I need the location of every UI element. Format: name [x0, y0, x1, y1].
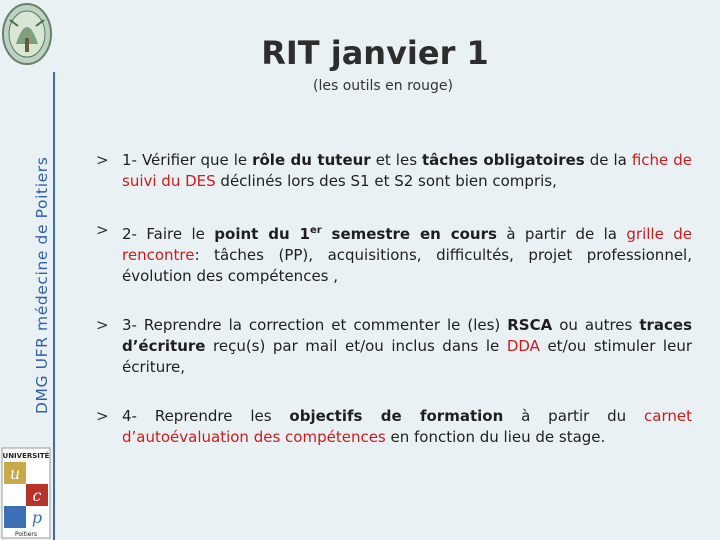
item-text: 4- Reprendre les	[122, 407, 290, 425]
svg-text:u: u	[9, 464, 21, 483]
bullet-arrow-icon: >	[96, 316, 109, 334]
item-emphasis-sup: er	[309, 225, 322, 236]
list-item-3	[96, 315, 692, 378]
tool-name: grille de rencontre	[122, 225, 692, 264]
university-logo	[0, 446, 52, 540]
bullet-arrow-icon: >	[96, 221, 109, 239]
page-subtitle: (les outils en rouge)	[313, 78, 453, 94]
item-emphasis: semestre en cours	[321, 225, 497, 243]
item-text: à partir du	[503, 407, 645, 425]
item-text: en fonction du lieu de stage.	[385, 428, 606, 446]
item-emphasis: point du 1	[214, 225, 310, 243]
item-emphasis: RSCA	[507, 316, 553, 334]
item-text: et les	[370, 151, 423, 169]
sidebar-label: DMG UFR médecine de Poitiers	[33, 156, 51, 414]
list-item-2	[96, 220, 692, 287]
tool-name: DDA	[506, 337, 540, 355]
item-text: ou autres	[552, 316, 640, 334]
list-item-4	[96, 406, 692, 448]
item-text: de la	[584, 151, 632, 169]
logo-bottom-text: Poitiers	[14, 531, 38, 538]
item-emphasis: objectifs de formation	[289, 407, 504, 425]
item-text: reçu(s) par mail et/ou inclus dans le	[205, 337, 507, 355]
bullet-arrow-icon: >	[96, 407, 109, 425]
tool-name: carnet d’autoévaluation des compétences	[122, 407, 692, 446]
item-text: à partir de la	[496, 225, 627, 243]
item-text: 2- Faire le	[122, 225, 215, 243]
item-text: 1- Vérifier que le	[122, 151, 253, 169]
list-item-1	[96, 150, 692, 192]
svg-text:p: p	[31, 508, 43, 527]
bullet-arrow-icon: >	[96, 151, 109, 169]
item-text: 3- Reprendre la correction et commenter le (les)	[122, 316, 508, 334]
sidebar-divider	[53, 72, 55, 540]
item-emphasis: rôle du tuteur	[252, 151, 371, 169]
item-text: : tâches (PP), acquisitions, difficultés, projet professionnel, évolution des compétences ,	[122, 246, 692, 285]
item-emphasis: traces d’écriture	[122, 316, 692, 355]
item-text: et/ou stimuler leur écriture,	[122, 337, 692, 376]
logo-top-text: UNIVERSITÉ	[2, 452, 50, 460]
item-text: déclinés lors des S1 et S2 sont bien compris,	[215, 172, 557, 190]
bullet-list	[96, 150, 692, 476]
page-title: RIT janvier 1	[261, 34, 489, 72]
item-emphasis: tâches obligatoires	[422, 151, 585, 169]
svg-text:c: c	[32, 486, 42, 505]
tool-name: fiche de suivi du DES	[122, 151, 693, 190]
